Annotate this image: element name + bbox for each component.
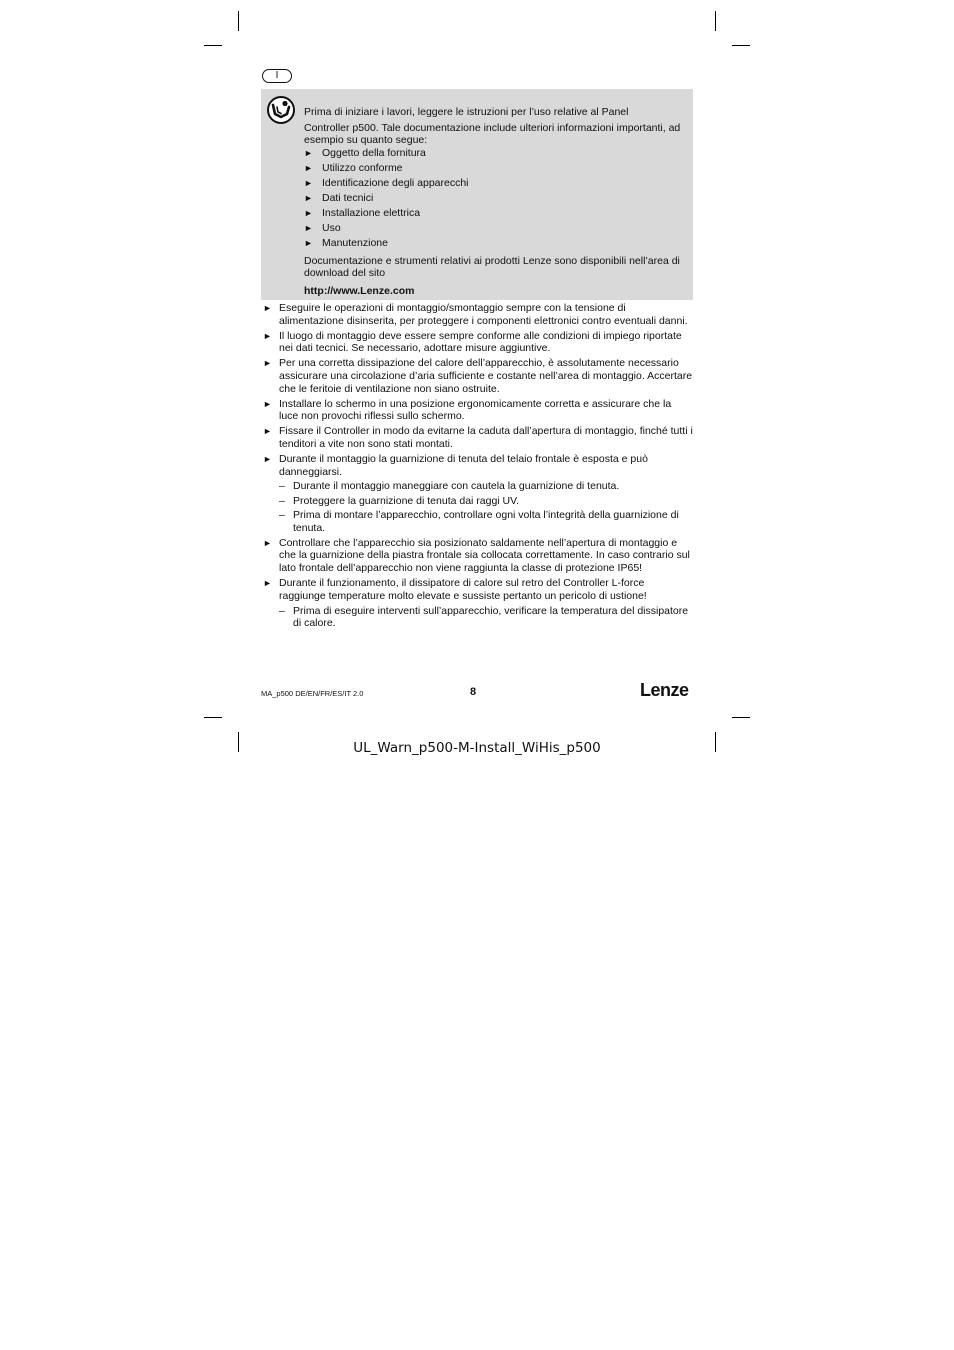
language-badge: I (262, 69, 292, 83)
info-topic-item: ► Manutenzione (304, 237, 684, 252)
dash-bullet: – (279, 604, 285, 617)
instruction-item (261, 425, 693, 451)
instruction-text: Il luogo di montaggio deve essere sempre conforme alle condizioni di impiego riportate nei dati tecnici. Se necessario, adottare misure aggiuntive. (279, 329, 682, 355)
instruction-sub-item (279, 605, 693, 631)
info-topic-list (304, 147, 684, 252)
info-topic-item: ► Oggetto della fornitura (304, 147, 684, 162)
instruction-sub-item (279, 509, 693, 535)
instruction-text: Eseguire le operazioni di montaggio/smontaggio sempre con la tensione di alimentazione disinserita, per proteggere i componenti elettronici contro eventuali danni. (279, 302, 688, 327)
instruction-item (261, 357, 693, 395)
crop-mark-bottom-left-horizontal (204, 717, 222, 718)
info-intro-line2: Controller p500. Tale documentazione include ulteriori informazioni importanti, ad esempio su quanto segue: (304, 122, 681, 146)
instruction-item (261, 453, 693, 535)
instruction-text: Fissare il Controller in modo da evitarne la caduta dall’apertura di montaggio, finché tutti i tenditori a vite non sono stati montati. (279, 425, 693, 450)
document-code: MA_p500 DE/EN/FR/ES/IT 2.0 (261, 689, 364, 698)
dash-bullet: – (279, 480, 285, 493)
instruction-text: Installare lo schermo in una posizione ergonomicamente corretta e assicurare che la luce non provochi riflessi sullo schermo. (279, 397, 672, 423)
crop-mark-top-right-horizontal (732, 45, 750, 46)
instruction-sub-list (279, 480, 693, 534)
instruction-sub-item (279, 480, 693, 493)
instruction-item (261, 330, 693, 356)
lenze-logo: Lenze (640, 680, 689, 700)
instruction-sub-item (279, 495, 693, 508)
instruction-sub-text: Durante il montaggio maneggiare con cautela la guarnizione di tenuta. (293, 480, 620, 493)
instruction-item (261, 537, 693, 575)
triangle-right-icon: ► (263, 358, 272, 369)
info-topic-item: ► Utilizzo conforme (304, 162, 684, 177)
instruction-item (261, 302, 693, 328)
file-name-caption: UL_Warn_p500-M-Install_WiHis_p500 (353, 740, 601, 756)
info-content (304, 106, 684, 297)
info-docs-text: Documentazione e strumenti relativi ai prodotti Lenze sono disponibili nell’area di download del sito (304, 255, 680, 279)
triangle-right-icon: ► (263, 330, 272, 341)
dash-bullet: – (279, 494, 285, 507)
instruction-item (261, 577, 693, 630)
dash-bullet: – (279, 508, 285, 521)
triangle-right-icon: ► (263, 426, 272, 437)
info-box (261, 89, 693, 300)
triangle-right-icon: ► (263, 577, 272, 588)
info-intro-line1: Prima di iniziare i lavori, leggere le istruzioni per l’uso relative al Panel (304, 106, 629, 118)
lenze-website-link[interactable]: http://www.Lenze.com (304, 285, 415, 297)
instruction-sub-text: Prima di montare l’apparecchio, controllare ogni volta l’integrità della guarnizione di tenuta. (293, 508, 679, 534)
crop-mark-top-left-vertical (238, 11, 239, 31)
info-topic-item: ► Identificazione degli apparecchi (304, 177, 684, 192)
info-topic-item: ► Installazione elettrica (304, 207, 684, 222)
info-topic-item: ► Dati tecnici (304, 192, 684, 207)
info-topic-item: ► Uso (304, 222, 684, 237)
instruction-sub-text: Proteggere la guarnizione di tenuta dai raggi UV. (293, 494, 520, 507)
triangle-right-icon: ► (263, 303, 272, 313)
crop-mark-bottom-right-horizontal (732, 717, 750, 718)
crop-mark-top-left-horizontal (204, 45, 222, 46)
instruction-text: Durante il montaggio la guarnizione di tenuta del telaio frontale è esposta e può danneggiarsi. (279, 452, 648, 478)
instruction-item (261, 398, 693, 424)
crop-mark-top-right-vertical (715, 11, 716, 31)
instruction-text: Durante il funzionamento, il dissipatore di calore sul retro del Controller L-force raggiunge temperature molto elevate e sussiste pertanto un pericolo di ustione! (279, 576, 647, 602)
triangle-right-icon: ► (263, 537, 272, 548)
instruction-list (261, 302, 693, 632)
instruction-sub-text: Prima di eseguire interventi sull’apparecchio, verificare la temperatura del dissipatore di calore. (293, 604, 689, 630)
instruction-text: Per una corretta dissipazione del calore dell’apparecchio, è assolutamente necessario assicurare una circolazione d’aria sufficiente e costante nell’area di montaggio. Accertare che le feritoie di ventilazione non siano ostruite. (279, 357, 693, 395)
instruction-text: Controllare che l’apparecchio sia posizionato saldamente nell’apertura di montaggio e che la guarnizione della piastra frontale sia collocata correttamente. In caso contrario sul lato frontale dell’apparecchio non viene raggiunta la classe di protezione IP65! (279, 536, 690, 575)
triangle-right-icon: ► (263, 398, 272, 409)
reading-person-icon (266, 95, 296, 130)
instruction-sub-list (279, 605, 693, 631)
triangle-right-icon: ► (263, 453, 272, 464)
page-number: 8 (470, 686, 477, 698)
